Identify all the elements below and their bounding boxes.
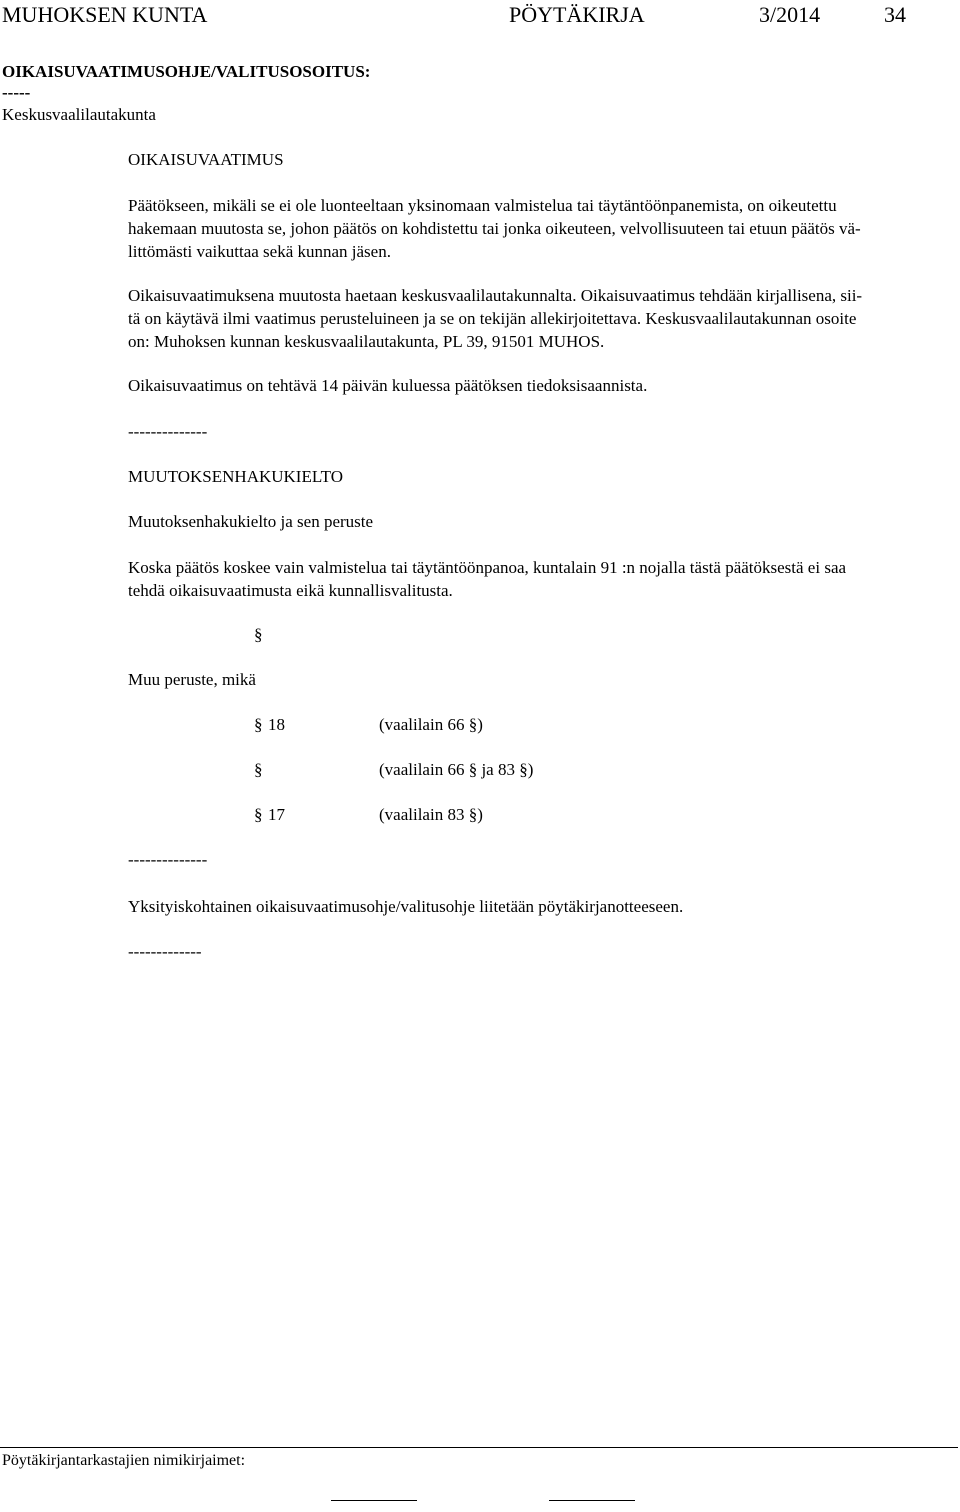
- paragraph-line: tehdä oikaisuvaatimusta eikä kunnallisvalitusta.: [128, 581, 453, 600]
- law-reference: (vaalilain 83 §): [379, 805, 483, 824]
- muutoksenhakukielto-paragraph: [128, 556, 956, 602]
- section-heading-muutoksenhakukielto: MUUTOKSENHAKUKIELTO: [128, 467, 344, 486]
- paragraph-line: littömästi vaikuttaa sekä kunnan jäsen.: [128, 242, 391, 261]
- section-number: 18: [268, 715, 285, 734]
- other-reason-label: Muu peruste, mikä: [128, 670, 256, 689]
- paragraph-line: on: Muhoksen kunnan keskusvaalilautakunta, PL 39, 91501 MUHOS.: [128, 332, 605, 351]
- initials-line[interactable]: [331, 1500, 417, 1501]
- paragraph-line: Oikaisuvaatimuksena muutosta haetaan keskusvaalilautakunnalta. Oikaisuvaatimus tehdään kirjallisena, sii-: [128, 286, 863, 305]
- initials-line[interactable]: [549, 1500, 635, 1501]
- separator-dashes: -------------: [128, 942, 202, 961]
- appeal-instructions-title: OIKAISUVAATIMUSOHJE/VALITUSOSOITUS:: [2, 62, 371, 81]
- oikaisuvaatimus-deadline: Oikaisuvaatimus on tehtävä 14 päivän kuluessa päätöksen tiedoksisaannista.: [128, 376, 648, 395]
- paragraph-line: Päätökseen, mikäli se ei ole luonteeltaan yksinomaan valmistelua tai täytäntöönpanemista, on oikeutettu: [128, 196, 837, 215]
- section-heading-oikaisuvaatimus: OIKAISUVAATIMUS: [128, 150, 284, 169]
- paragraph-line: Koska päätös koskee vain valmistelua tai täytäntöönpanoa, kuntalain 91 :n nojalla tästä päätöksestä ei saa: [128, 558, 847, 577]
- paragraph-line: hakemaan muutosta se, johon päätös on kohdistettu tai jonka oikeuteen, velvollisuuteen tai etuun päätös vä-: [128, 219, 861, 238]
- footer-divider: [0, 1447, 958, 1448]
- title-dashes: -----: [2, 83, 31, 102]
- section-sign: §: [254, 805, 263, 824]
- document-type: PÖYTÄKIRJA: [509, 2, 645, 27]
- document-number: 3/2014: [759, 2, 821, 27]
- law-reference: (vaalilain 66 §): [379, 715, 483, 734]
- paragraph-line: tä on käytävä ilmi vaatimus perusteluineen ja se on tekijän allekirjoitettava. Keskusvaalilautakunnan osoite: [128, 309, 857, 328]
- oikaisuvaatimus-paragraph-1: [128, 194, 956, 263]
- initials-label: Pöytäkirjantarkastajien nimikirjaimet:: [2, 1452, 246, 1469]
- closing-note: Yksityiskohtainen oikaisuvaatimusohje/valitusohje liitetään pöytäkirjanotteeseen.: [128, 897, 684, 916]
- subheading-grounds: Muutoksenhakukielto ja sen peruste: [128, 512, 374, 531]
- board-name: Keskusvaalilautakunta: [2, 105, 156, 124]
- municipality-name: MUHOKSEN KUNTA: [2, 2, 208, 27]
- page-number: 34: [884, 2, 906, 27]
- separator-dashes: --------------: [128, 850, 208, 869]
- section-sign: §: [254, 760, 263, 779]
- section-sign: §: [254, 625, 263, 644]
- law-reference: (vaalilain 66 § ja 83 §): [379, 760, 534, 779]
- section-number: 17: [268, 805, 285, 824]
- section-sign: §: [254, 715, 263, 734]
- separator-dashes: --------------: [128, 422, 208, 441]
- oikaisuvaatimus-paragraph-2: [128, 284, 956, 353]
